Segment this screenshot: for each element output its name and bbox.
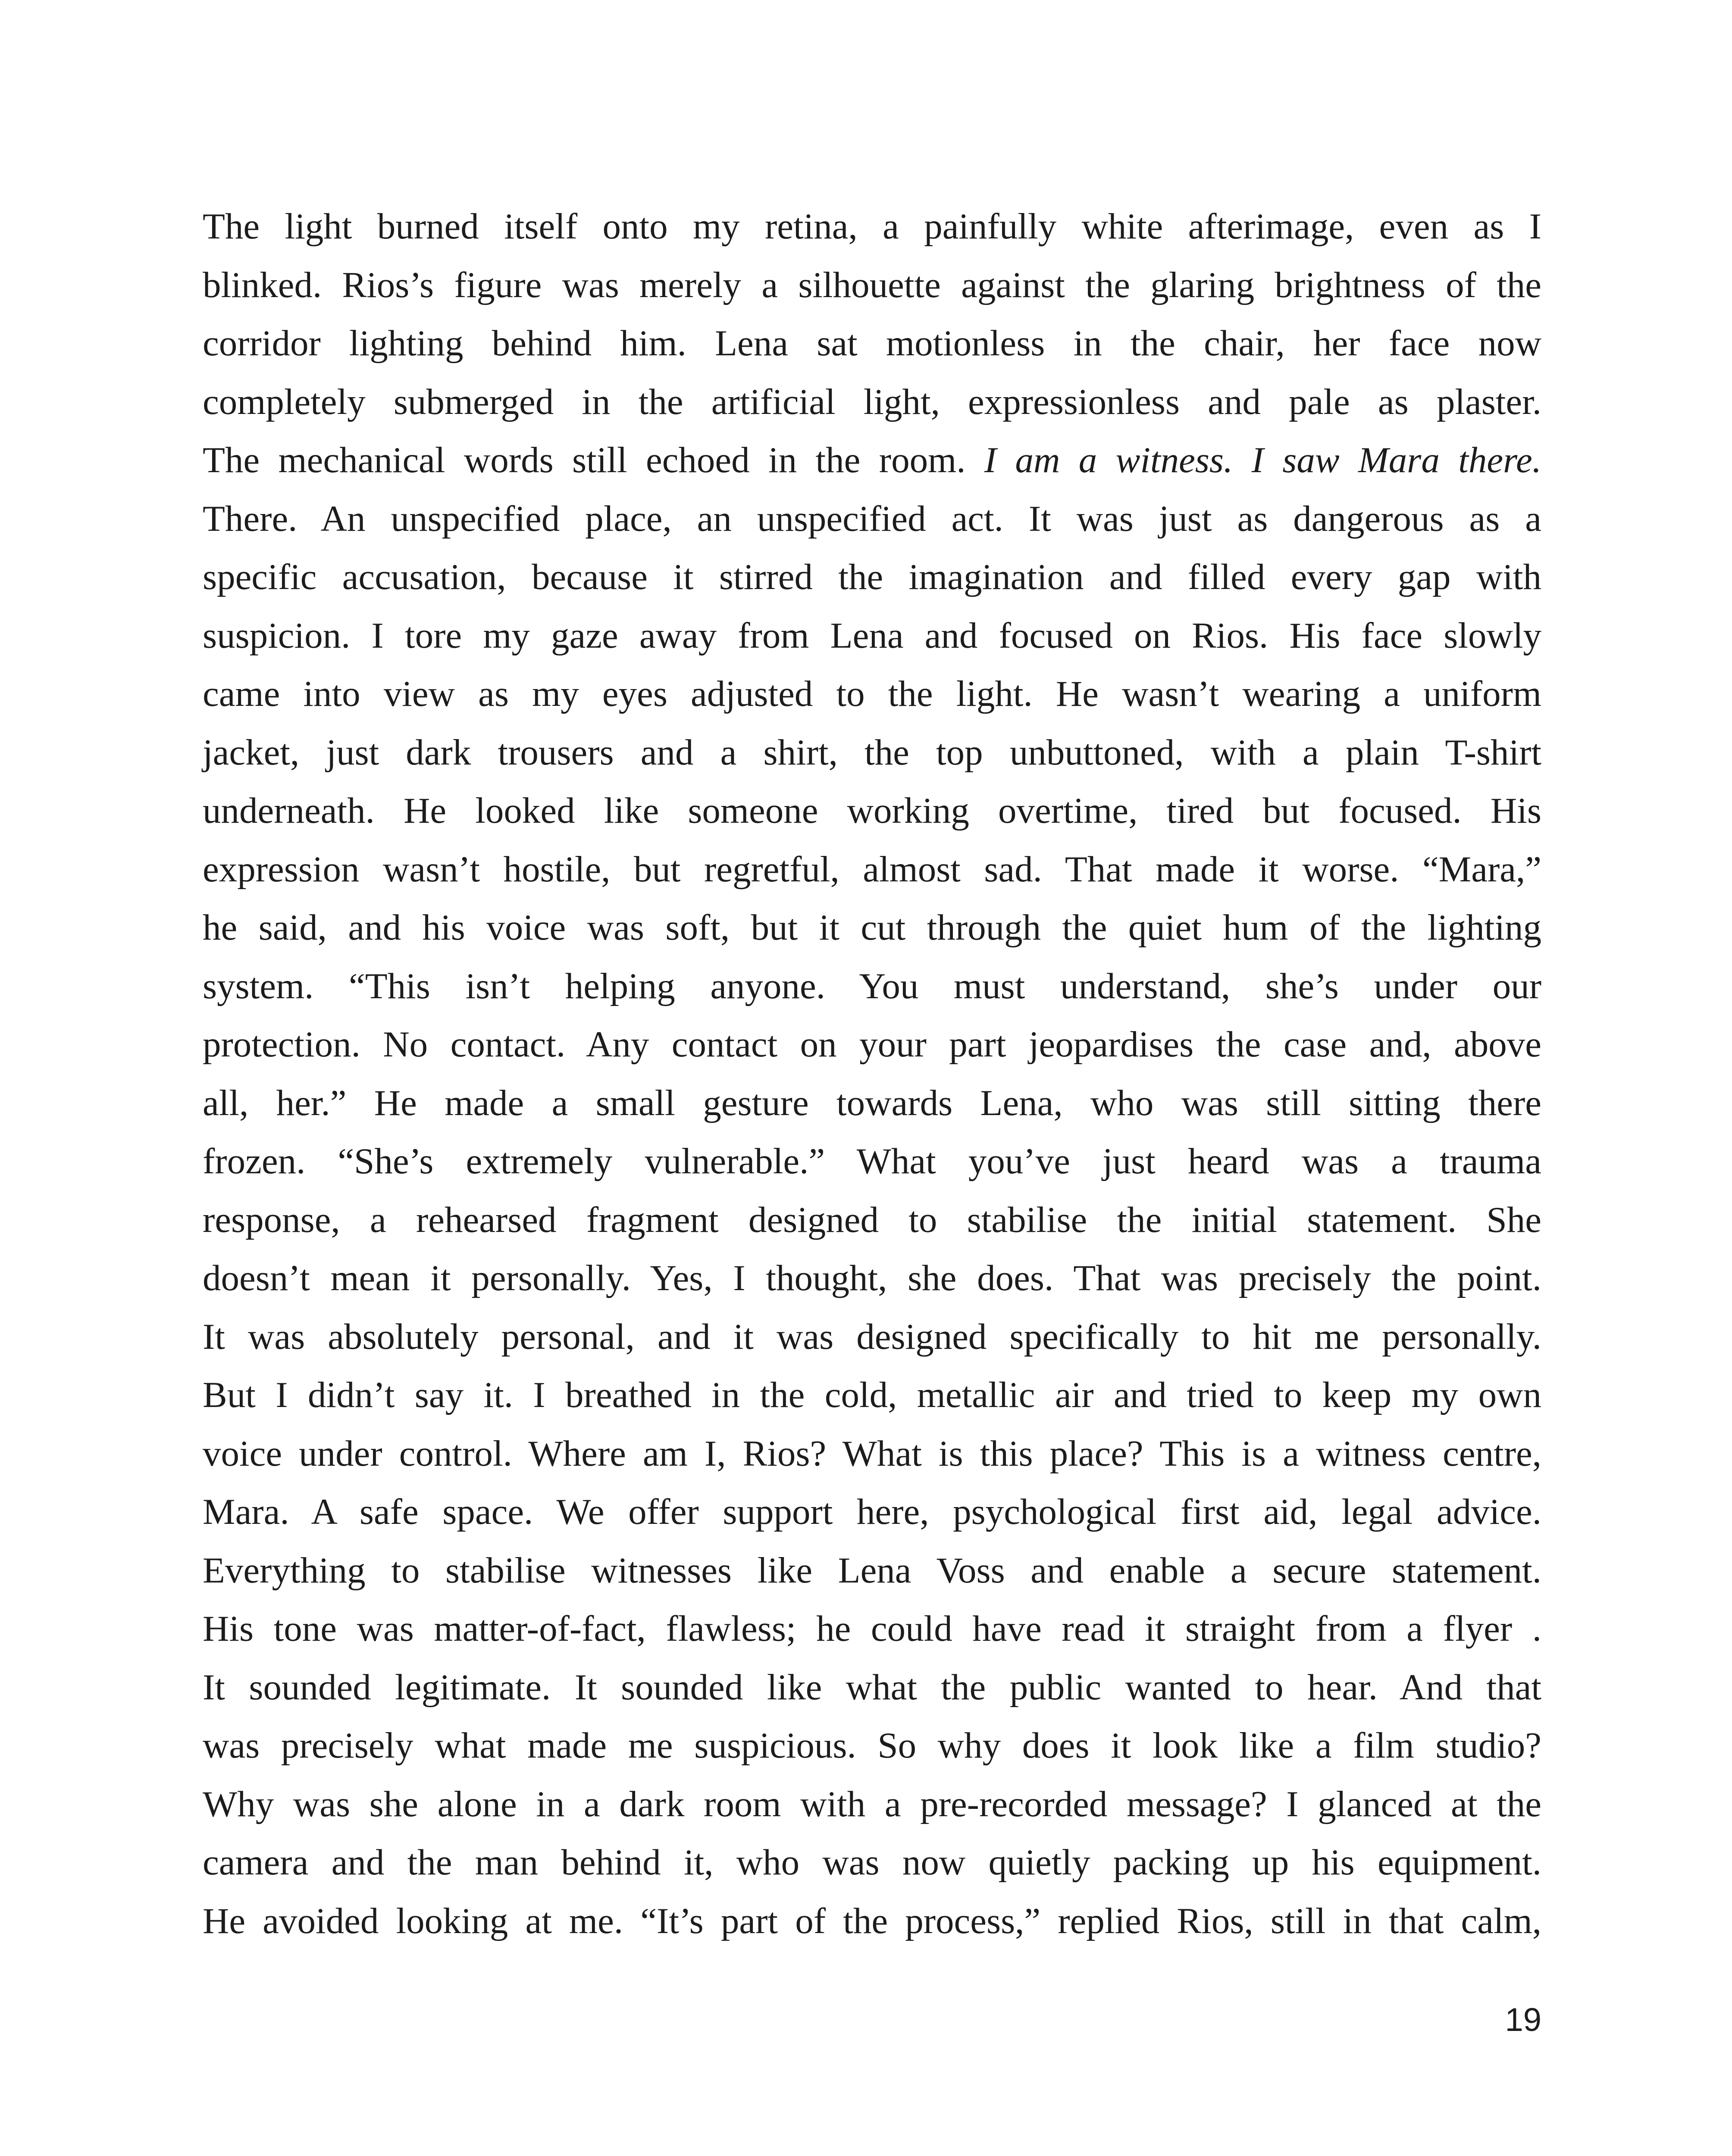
text-line: protection. No contact. Any contact on your part jeopardises the case and, above xyxy=(203,1024,1541,1065)
text-line: jacket, just dark trousers and a shirt, the top unbuttoned, with a plain T-shirt xyxy=(203,732,1541,773)
text-line: came into view as my eyes adjusted to the light. He wasn’t wearing a uniform xyxy=(203,674,1541,714)
text-line: Mara. A safe space. We offer support here, psychological first aid, legal advice. xyxy=(203,1492,1541,1532)
body-text xyxy=(203,197,1541,1950)
text-line: It was absolutely personal, and it was designed specifically to hit me personally. xyxy=(203,1316,1541,1357)
text-line: system. “This isn’t helping anyone. You must understand, she’s under our xyxy=(203,965,1541,1006)
text-line: all, her.” He made a small gesture towards Lena, who was still sitting there xyxy=(203,1082,1541,1123)
italic-quote: I am a witness. I saw Mara there. xyxy=(984,440,1541,480)
text-line: completely submerged in the artificial light, expressionless and pale as plaster. xyxy=(203,381,1541,422)
text-line: It sounded legitimate. It sounded like what the public wanted to hear. And that xyxy=(203,1667,1541,1708)
text-line: Why was she alone in a dark room with a pre-recorded message? I glanced at the xyxy=(203,1783,1541,1824)
text-line: His tone was matter-of-fact, flawless; he could have read it straight from a flyer . xyxy=(203,1608,1541,1649)
text-line: he said, and his voice was soft, but it cut through the quiet hum of the lighting xyxy=(203,907,1541,948)
text-line: blinked. Rios’s figure was merely a silhouette against the glaring brightness of the xyxy=(203,264,1541,305)
page-number: 19 xyxy=(1505,2002,1541,2038)
text-line: suspicion. I tore my gaze away from Lena and focused on Rios. His face slowly xyxy=(203,615,1541,656)
text-line: was precisely what made me suspicious. So why does it look like a film studio? xyxy=(203,1725,1541,1766)
text-line: expression wasn’t hostile, but regretful, almost sad. That made it worse. “Mara,” xyxy=(203,849,1541,890)
text-line: He avoided looking at me. “It’s part of the process,” replied Rios, still in that calm, xyxy=(203,1900,1541,1941)
text-segment: The mechanical words still echoed in the room. xyxy=(203,440,966,480)
text-line: frozen. “She’s extremely vulnerable.” What you’ve just heard was a trauma xyxy=(203,1141,1541,1181)
text-line: response, a rehearsed fragment designed to stabilise the initial statement. She xyxy=(203,1199,1541,1240)
text-line: camera and the man behind it, who was now quietly packing up his equipment. xyxy=(203,1842,1541,1883)
text-line: Everything to stabilise witnesses like Lena Voss and enable a secure statement. xyxy=(203,1550,1541,1591)
text-line: voice under control. Where am I, Rios? What is this place? This is a witness centre, xyxy=(203,1433,1541,1474)
text-line: But I didn’t say it. I breathed in the cold, metallic air and tried to keep my own xyxy=(203,1375,1541,1415)
text-line: doesn’t mean it personally. Yes, I thought, she does. That was precisely the point. xyxy=(203,1258,1541,1298)
text-line: specific accusation, because it stirred the imagination and filled every gap with xyxy=(203,557,1541,597)
text-line-with-italic xyxy=(203,431,1541,490)
text-line: There. An unspecified place, an unspecified act. It was just as dangerous as a xyxy=(203,498,1541,539)
text-line: The light burned itself onto my retina, a painfully white afterimage, even as I xyxy=(203,206,1541,247)
text-line: corridor lighting behind him. Lena sat motionless in the chair, her face now xyxy=(203,323,1541,364)
text-line: underneath. He looked like someone working overtime, tired but focused. His xyxy=(203,790,1541,831)
